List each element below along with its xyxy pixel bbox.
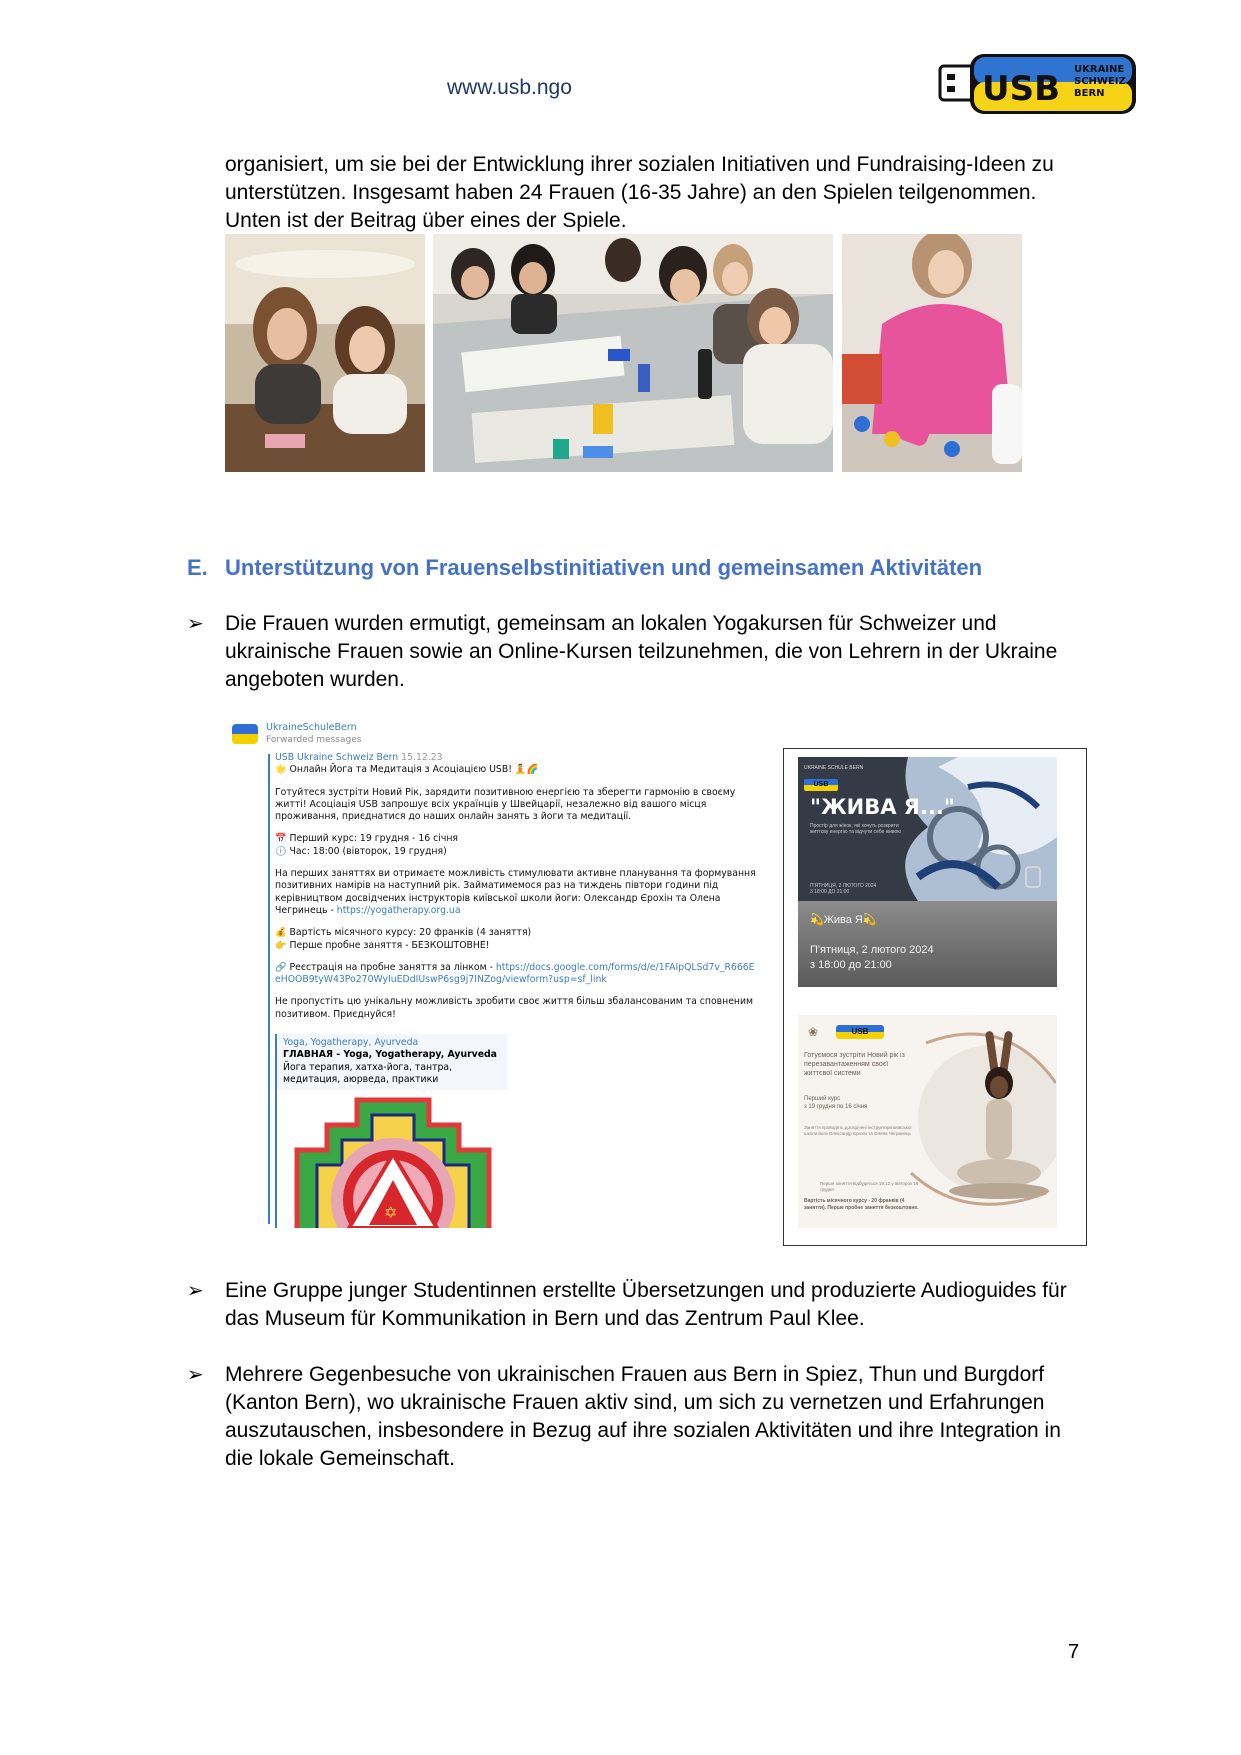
yoga-woman-photo [906, 1023, 1056, 1221]
bullet-arrow-icon: ➢ [187, 1364, 204, 1386]
message-para-3: Не пропустіть цю унікальну можливість зробити своє життя більш збалансованим та сповненим позитивом. Приєднуйся! [275, 996, 754, 1020]
poster2-logo: USB [836, 1025, 884, 1039]
preview-description: Йога терапия, хатха-йога, тантра, медитация, аюрведа, практики [283, 1061, 453, 1085]
message-para-1: Готуйтеся зустріти Новий Рік, зарядити позитивною енергією та зберегти гармонію в своєму житті! Асоціація USB запрошує всіх українців у Швейцарії, незалежно від вашого місця проживання, приєднатися до наших онлайн занять з йоги та медитації. [275, 786, 736, 823]
intro-paragraph: organisiert, um sie bei der Entwicklung ihrer sozialen Initiativen und Fundraising-Ideen zu unterstützen. Insgesamt haben 24 Frauen (16-35 Jahre) an den Spielen teilgenommen. Unten ist der Beitrag über eines der Spiele. [225, 153, 1054, 232]
photo-group-playing-game [433, 234, 833, 472]
poster-yoga-course [798, 1015, 1057, 1228]
channel-avatar [232, 724, 258, 744]
channel-name: UkraineSchuleBern [266, 722, 357, 733]
page-number: 7 [1068, 1641, 1080, 1663]
section-letter: E. [187, 555, 208, 580]
registration-link[interactable]: https://docs.google.com/forms/d/e/1FAIpQLSd7v_R666EeHOOB9tyW43Po270WyIuEDdIUswP6sg9j7INZog/viewform?usp=sf_link [275, 961, 755, 986]
bullet-arrow-icon: ➢ [187, 613, 204, 635]
poster-small-header: UKRAINE SCHULE BERN [804, 765, 864, 771]
poster-logo: USB [804, 779, 838, 791]
svg-text:✡: ✡ [384, 1203, 398, 1222]
poster-zhyva-ya [798, 757, 1057, 987]
forwarded-label: Forwarded messages [266, 735, 362, 745]
svg-text:BERN: BERN [1074, 88, 1105, 99]
poster2-trial: Перше заняття відбудеться 19.12 у вівторок 19 грудня [820, 1181, 919, 1192]
poster-description: Простір для жінок, які хочуть розкрити життєву енергію та відчути себе живою [810, 823, 902, 836]
course-line: 📅 Перший курс: 19 грудня - 16 січня [275, 833, 458, 845]
time-line: 🕕 Час: 18:00 (вівторок, 19 грудня) [275, 845, 447, 857]
lotus-icon: ❀ [808, 1025, 819, 1039]
bullet-text: Die Frauen wurden ermutigt, gemeinsam an lokalen Yogakursen für Schweizer und ukrainische Frauen sowie an Online-Kursen teilzunehmen, die von Lehrern in der Ukraine angeboten wurden. [225, 612, 1058, 691]
message-date: 15.12.23 [401, 752, 443, 763]
logo-main-text: USB [982, 69, 1061, 109]
registration-line: 🔗 Реєстрація на пробне заняття за лінком - [275, 961, 496, 973]
message-sender: USB Ukraine Schweiz Bern [275, 752, 399, 763]
svg-text:SCHWEIZ: SCHWEIZ [1074, 76, 1126, 87]
price-line: 💰 Вартість місячного курсу: 20 франків (4 заняття) [275, 927, 532, 939]
link-preview[interactable] [275, 1034, 507, 1228]
section-heading [187, 555, 982, 581]
event-date: П'ятниця, 2 лютого 2024 з 18:00 до 21:00 [810, 944, 934, 971]
message-para-2: На перших заняттях ви отримаєте можливість стимулювати активне планування та формування позитивних намірів на наступний рік. Займатимемося раз на тиждень півтори години під керівництвом досвідчених інструкторів київської школи йоги: Олександр Єрохін та Олена Чегринець - [275, 868, 756, 916]
poster-frame [783, 748, 1087, 1246]
trial-line: 👉 Перше пробне заняття - БЕЗКОШТОВНЕ! [275, 939, 490, 951]
svg-text:UKRAINE: UKRAINE [1074, 64, 1125, 75]
yogatherapy-link[interactable]: https://yogatherapy.org.ua [336, 904, 461, 916]
yantra-image [277, 1090, 507, 1228]
poster-caption [798, 901, 1057, 987]
bullet-arrow-icon: ➢ [187, 1280, 204, 1302]
telegram-message [275, 752, 757, 1031]
photo-women-at-table [225, 234, 425, 472]
bullet-text: Mehrere Gegenbesuche von ukrainischen Frauen aus Bern in Spiez, Thun und Burgdorf (Kanton Bern), wo ukrainische Frauen aktiv sind, um sich zu vernetzen und Erfahrungen auszutauschen, insbesondere in Bezug auf ihre sozialen Aktivitäten und ihre Integration in die lokale Gemeinschaft. [225, 1363, 1061, 1470]
poster-title: "ЖИВА Я..." [810, 795, 955, 819]
usb-logo [938, 48, 1138, 120]
forward-bar [268, 754, 270, 1224]
poster2-headline: Готуємося зустріти Новий рік із перезавантаженням своєї життєвої системи [804, 1052, 905, 1077]
telegram-post-screenshot [230, 718, 760, 1228]
poster2-instructors: Заняття проводять досвідчені інструктори київської школи йоги Олександр Єрохін та Олена Чегринець [804, 1125, 912, 1136]
poster2-course: Перший курс з 19 грудня по 16 січня [804, 1096, 868, 1110]
poster2-price: Вартість місячного курсу - 20 франків (4 заняття). Перше пробне заняття безкоштовне. [804, 1198, 919, 1211]
bullet-text: Eine Gruppe junger Studentinnen erstellte Übersetzungen und produzierte Audioguides für das Museum für Kommunikation in Bern und das Zentrum Paul Klee. [225, 1279, 1067, 1330]
header-url[interactable]: www.usb.ngo [447, 76, 572, 99]
section-title: Unterstützung von Frauenselbstinitiativen und gemeinsamen Aktivitäten [225, 555, 983, 580]
poster-date-small: П'ЯТНИЦЯ, 2 ЛЮТОГО 2024 3 18:00 ДО 21:00 [810, 883, 877, 895]
photo-woman-in-pink [842, 234, 1022, 472]
event-name: 💫Жива Я💫 [810, 914, 877, 926]
preview-site: Yoga, Yogatherapy, Ayurveda [283, 1037, 419, 1048]
message-title: 🌟 Онлайн Йога та Медитація з Асоціацією USB! 🧘🌈 [275, 764, 539, 776]
preview-title: ГЛАВНАЯ - Yoga, Yogatherapy, Ayurveda [283, 1049, 497, 1061]
